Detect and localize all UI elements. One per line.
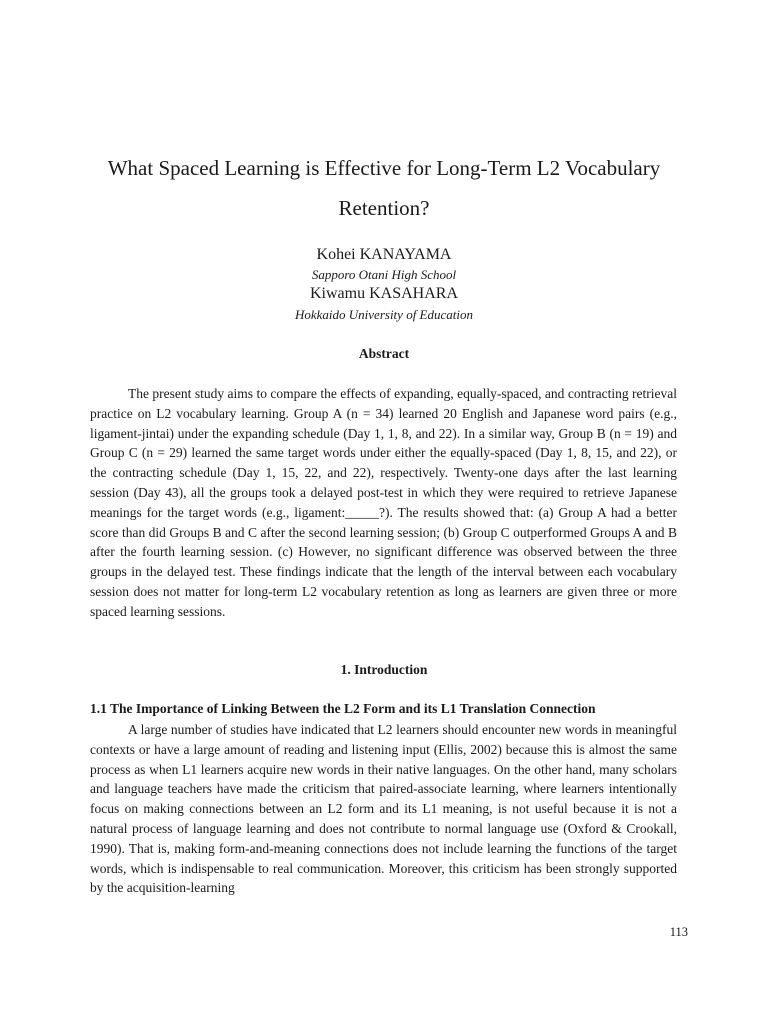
abstract-text: The present study aims to compare the effects of expanding, equally-spaced, and contracting retrieval practice on L2 vocabulary learning. Group A (n = 34) learned 20 English and Japanese word pairs (e.g., ligament-jintai) under the expanding schedule (Day 1, 1, 8, and 22). In a similar way, Group B (n = 19) and Group C (n = 29) learned the same target words under either the equally-spaced (Day 1, 8, 15, and 22), or the contracting schedule (Day 1, 15, 22, and 22), respectively. Twenty-one days after the last learning session (Day 43), all the groups took a delayed post-test in which they were required to retrieve Japanese meanings for the target words (e.g., ligament:_____?). The results showed that: (a) Group A had a better score than did Groups B and C after the second learning session; (b) Group C outperformed Groups A and B after the fourth learning session. (c) However, no significant difference was observed between the three groups in the delayed test. These findings indicate that the length of the interval between each vocabulary session does not matter for long-term L2 vocabulary retention as long as learners are given three or more spaced learning sessions. (90, 386, 677, 619)
subsection-heading: 1.1 The Importance of Linking Between the L2 Form and its L1 Translation Connection (90, 701, 596, 716)
page-number: 113 (669, 925, 688, 939)
author-affiliation-1: Sapporo Otani High School (311, 267, 457, 282)
author-name-1: Kohei KANAYAMA (316, 246, 452, 263)
author-affiliation-2: Hokkaido University of Education (295, 307, 473, 322)
body-paragraph: A large number of studies have indicated that L2 learners should encounter new words in meaningful contexts or have a large amount of reading and listening input (Ellis, 2002) because this is almost the same process as when L1 learners acquire new words in their native languages. On the other hand, many scholars and language teachers have made the criticism that paired-associate learning, where learners intentionally focus on making connections between an L2 form and its L1 meaning, is not useful because it is not a natural process of language learning and does not contribute to normal language use (Oxford & Crookall, 1990). That is, making form-and-meaning connections does not include learning the functions of the target words, which is indispensable to real communication. Moreover, this criticism has been strongly supported by the acquisition-learning (90, 722, 677, 896)
paper-title: What Spaced Learning is Effective for Long-Term L2 Vocabulary Retention? (107, 156, 661, 220)
section-heading: 1. Introduction (340, 662, 428, 677)
abstract-heading: Abstract (358, 346, 410, 361)
author-name-2: Kiwamu KASAHARA (310, 285, 458, 302)
